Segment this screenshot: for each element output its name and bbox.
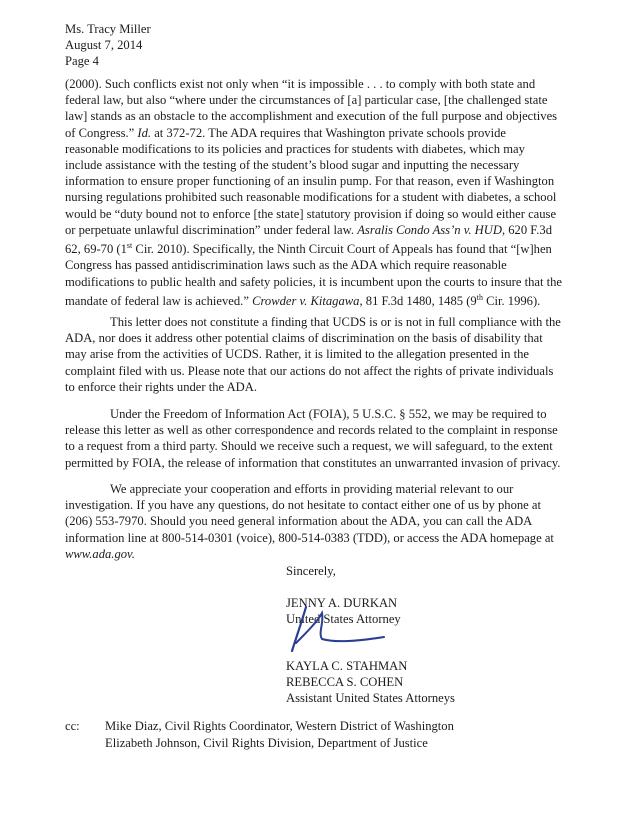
paragraph-line (65, 222, 577, 238)
text-span: of Congress.” (65, 125, 138, 140)
cc-recipient: Elizabeth Johnson, Civil Rights Division, Department of Justice (105, 735, 428, 750)
ada-website-link[interactable]: www.ada.gov. (65, 546, 135, 561)
cc-recipient: Mike Diaz, Civil Rights Coordinator, Western District of Washington (105, 719, 454, 733)
paragraph-line (65, 238, 577, 257)
paragraph-line: Congress has passed antidiscrimination laws such as the ADA which require reasonable (65, 258, 507, 273)
paragraph-line: permitted by FOIA, the release of information that constitutes an unwarranted invasion of privacy. (65, 455, 561, 470)
paragraph-foia (65, 406, 577, 471)
paragraph-line: (2000). Such conflicts exist not only when “it is impossible . . . to comply with both state and (65, 77, 536, 91)
paragraph-line: release this letter as well as other correspondence and records related to the complaint in response (65, 423, 558, 438)
text-span: or perpetuate unlawful discrimination” under federal law. (65, 222, 358, 237)
paragraph-line: law] stands as an obstacle to the accomplishment and execution of the full purpose and objectives (65, 109, 558, 124)
cc-label: cc: (65, 719, 80, 733)
attorney-name: JENNY A. DURKAN (286, 596, 398, 610)
paragraph-line: investigation. If you have any questions, do not hesitate to contact either one of us by phone at (65, 498, 541, 513)
citation-italic: Crowder v. Kitagawa (252, 294, 360, 309)
citation-italic: Id. (137, 125, 152, 140)
paragraph-line: federal law, but also “where under the circumstances of [a] particular case, [the challenged state (65, 93, 548, 108)
paragraph-line: Under the Freedom of Information Act (FOIA), 5 U.S.C. § 552, we may be required to (110, 407, 547, 421)
paragraph-line: would be “duty bound not to enforce [the state] statutory provision if doing so would either cause (65, 206, 557, 221)
paragraph-preemption (65, 76, 577, 309)
paragraph-line: complaint filed with us. Please note that our actions do not affect the rights of private individuals (65, 363, 554, 378)
paragraph-contact (65, 481, 577, 562)
superscript: st (126, 241, 133, 251)
paragraph-line: This letter does not constitute a finding that UCDS is or is not in full compliance with the (110, 315, 561, 329)
paragraph-line (65, 290, 577, 309)
paragraph-line: to enforce their rights under the ADA. (65, 379, 257, 394)
paragraph-line: include assistance with the testing of the student’s blood sugar and inputting the necessary (65, 158, 520, 173)
spacer (286, 579, 401, 595)
paragraph-line: modifications to public health and safety policies, it is incumbent upon the courts to insure that the (65, 274, 562, 289)
text-span: 62, 69-70 (1 (65, 242, 127, 257)
paragraph-line: nursing regulations prohibited such reasonable modifications for a student with diabetes, a school (65, 190, 557, 205)
paragraph-line: may arise from the activities of UCDS. Rather, it is limited to the allegation presented in the (65, 347, 529, 362)
paragraph-line: ADA, nor does it address other potential claims of discrimination on the basis of disability that (65, 331, 543, 346)
cc-row (65, 718, 454, 751)
letter-date: August 7, 2014 (65, 38, 143, 52)
assistant-block (286, 658, 455, 706)
recipient-name: Ms. Tracy Miller (65, 22, 151, 36)
letter-header (65, 21, 151, 69)
paragraph-line: We appreciate your cooperation and efforts in providing material relevant to our (110, 482, 514, 496)
page-number: Page 4 (65, 54, 99, 68)
paragraph-line: to a request from a third party. Should we receive such a request, we will safeguard, to the extent (65, 439, 553, 454)
paragraph-line: information line at 800-514-0301 (voice), 800-514-0383 (TDD), or access the ADA homepage at (65, 530, 554, 545)
sincerely-text: Sincerely, (286, 564, 336, 578)
assistant-name: REBECCA S. COHEN (286, 675, 404, 689)
paragraph-finding (65, 314, 577, 395)
assistant-name: KAYLA C. STAHMAN (286, 659, 408, 673)
assistant-title: Assistant United States Attorneys (286, 691, 455, 705)
cc-block (65, 718, 454, 751)
paragraph-line: (206) 553-7970. Should you need general information about the ADA, you can call the ADA (65, 514, 533, 529)
text-span: Cir. 1996). (482, 294, 541, 309)
paragraph-line: reasonable modifications to its policies and practices for students with diabetes, which may (65, 141, 525, 156)
citation-italic: Asralis Condo Ass’n v. HUD (357, 222, 502, 237)
cc-list (105, 718, 454, 751)
paragraph-line (65, 125, 577, 141)
handwritten-signature (288, 603, 388, 655)
superscript: th (476, 292, 483, 302)
text-span: Cir. 2010). Specifically, the Ninth Circuit Court of Appeals has found that “[w]hen (132, 242, 552, 257)
paragraph-line: information to ensure proper functioning of an insulin pump. For that reason, even if Washington (65, 174, 555, 189)
text-span: at 372-72. The ADA requires that Washington private schools provide (151, 125, 506, 140)
text-span: mandate of federal law is achieved.” (65, 294, 253, 309)
text-span: , 620 F.3d (501, 222, 553, 237)
text-span: , 81 F.3d 1480, 1485 (9 (359, 294, 477, 309)
attorney-title: United States Attorney (286, 612, 401, 626)
